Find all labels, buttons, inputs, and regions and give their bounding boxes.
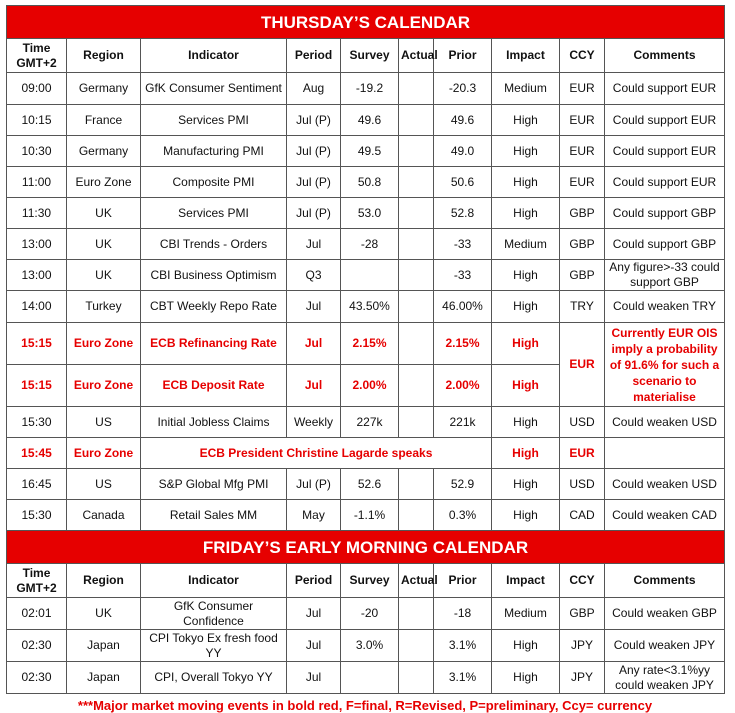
table-row [7,469,725,500]
indicator-cell: Manufacturing PMI [141,136,287,167]
table-row [7,323,725,365]
survey-cell: 3.0% [341,630,399,662]
table-row [7,198,725,229]
ccy-cell: EUR [560,323,605,407]
column-header: Time GMT+2 [7,564,67,598]
column-header: CCY [560,564,605,598]
time-cell: 15:15 [7,365,67,407]
table-row [7,291,725,323]
column-header: CCY [560,39,605,73]
ccy-cell: EUR [560,73,605,105]
indicator-cell: CBI Business Optimism [141,260,287,291]
indicator-cell: Services PMI [141,105,287,136]
period-cell: Jul [287,630,341,662]
period-cell: Jul [287,291,341,323]
indicator-cell: ECB Refinancing Rate [141,323,287,365]
comments-cell: Currently EUR OIS imply a probability of 91.6% for such a scenario to materialise [605,323,725,407]
table-row [7,630,725,662]
comments-cell: Could weaken GBP [605,598,725,630]
ccy-cell: TRY [560,291,605,323]
time-cell: 02:01 [7,598,67,630]
column-header: Actual [399,39,434,73]
prior-cell: 49.6 [434,105,492,136]
impact-cell: High [492,662,560,694]
header-row [7,39,725,73]
impact-cell: High [492,105,560,136]
indicator-cell: CBI Trends - Orders [141,229,287,260]
column-header: Indicator [141,39,287,73]
survey-cell: -28 [341,229,399,260]
ccy-cell: EUR [560,105,605,136]
survey-cell: 50.8 [341,167,399,198]
survey-cell: 43.50% [341,291,399,323]
prior-cell: 46.00% [434,291,492,323]
comments-cell: Could support EUR [605,73,725,105]
column-header: Survey [341,39,399,73]
indicator-cell: CPI Tokyo Ex fresh food YY [141,630,287,662]
actual-cell [399,598,434,630]
column-header: Period [287,564,341,598]
indicator-cell: ECB Deposit Rate [141,365,287,407]
indicator-cell: Initial Jobless Claims [141,407,287,438]
indicator-cell: GfK Consumer Sentiment [141,73,287,105]
prior-cell: 49.0 [434,136,492,167]
period-cell: Jul (P) [287,105,341,136]
prior-cell: -33 [434,229,492,260]
actual-cell [399,136,434,167]
ccy-cell: JPY [560,662,605,694]
survey-cell: 2.15% [341,323,399,365]
period-cell: May [287,500,341,531]
table-row [7,73,725,105]
region-cell: UK [67,260,141,291]
comments-cell: Could support EUR [605,105,725,136]
actual-cell [399,662,434,694]
comments-cell: Could support EUR [605,167,725,198]
comments-cell: Any figure>-33 could support GBP [605,260,725,291]
time-cell: 10:15 [7,105,67,136]
comments-cell: Any rate<3.1%yy could weaken JPY [605,662,725,694]
period-cell: Q3 [287,260,341,291]
period-cell: Jul [287,365,341,407]
time-cell: 15:30 [7,500,67,531]
ccy-cell: EUR [560,136,605,167]
ccy-cell: EUR [560,438,605,469]
table-row [7,136,725,167]
region-cell: Japan [67,630,141,662]
impact-cell: High [492,438,560,469]
prior-cell: 3.1% [434,662,492,694]
survey-cell: -19.2 [341,73,399,105]
ccy-cell: GBP [560,229,605,260]
prior-cell: 221k [434,407,492,438]
actual-cell [399,630,434,662]
indicator-cell: Composite PMI [141,167,287,198]
time-cell: 16:45 [7,469,67,500]
period-cell: Jul [287,598,341,630]
prior-cell: 52.8 [434,198,492,229]
thursday-title: THURSDAY’S CALENDAR [7,6,725,39]
survey-cell: 49.5 [341,136,399,167]
column-header: Region [67,564,141,598]
ccy-cell: GBP [560,198,605,229]
time-cell: 02:30 [7,662,67,694]
prior-cell: 50.6 [434,167,492,198]
actual-cell [399,260,434,291]
period-cell: Jul [287,229,341,260]
region-cell: Euro Zone [67,323,141,365]
time-cell: 13:00 [7,229,67,260]
survey-cell: 52.6 [341,469,399,500]
column-header: Prior [434,564,492,598]
prior-cell: 3.1% [434,630,492,662]
survey-cell: 49.6 [341,105,399,136]
table-row [7,662,725,694]
table-row [7,229,725,260]
survey-cell: 2.00% [341,365,399,407]
column-header: Time GMT+2 [7,39,67,73]
survey-cell: -20 [341,598,399,630]
column-header: Indicator [141,564,287,598]
period-cell: Jul [287,323,341,365]
event-cell: ECB President Christine Lagarde speaks [141,438,492,469]
actual-cell [399,323,434,365]
column-header: Period [287,39,341,73]
comments-cell: Could weaken JPY [605,630,725,662]
impact-cell: High [492,198,560,229]
column-header: Impact [492,39,560,73]
ccy-cell: GBP [560,260,605,291]
column-header: Prior [434,39,492,73]
impact-cell: High [492,630,560,662]
period-cell: Jul (P) [287,469,341,500]
region-cell: Euro Zone [67,167,141,198]
column-header: Comments [605,564,725,598]
prior-cell: 52.9 [434,469,492,500]
actual-cell [399,73,434,105]
actual-cell [399,469,434,500]
table-row [7,167,725,198]
time-cell: 02:30 [7,630,67,662]
actual-cell [399,500,434,531]
comments-cell: Could weaken USD [605,407,725,438]
actual-cell [399,167,434,198]
indicator-cell: S&P Global Mfg PMI [141,469,287,500]
actual-cell [399,105,434,136]
table-row [7,438,725,469]
period-cell: Jul (P) [287,167,341,198]
impact-cell: Medium [492,229,560,260]
prior-cell: -18 [434,598,492,630]
region-cell: UK [67,198,141,229]
impact-cell: High [492,407,560,438]
indicator-cell: Services PMI [141,198,287,229]
header-row [7,564,725,598]
footer-note: ***Major market moving events in bold red, F=final, R=Revised, P=preliminary, Ccy= currency [77,698,653,713]
actual-cell [399,198,434,229]
indicator-cell: CBT Weekly Repo Rate [141,291,287,323]
time-cell: 11:30 [7,198,67,229]
impact-cell: High [492,291,560,323]
column-header: Survey [341,564,399,598]
actual-cell [399,291,434,323]
impact-cell: High [492,136,560,167]
ccy-cell: USD [560,469,605,500]
region-cell: US [67,407,141,438]
ccy-cell: EUR [560,167,605,198]
ccy-cell: CAD [560,500,605,531]
impact-cell: Medium [492,598,560,630]
region-cell: Turkey [67,291,141,323]
time-cell: 11:00 [7,167,67,198]
actual-cell [399,229,434,260]
column-header: Actual [399,564,434,598]
survey-cell: -1.1% [341,500,399,531]
impact-cell: High [492,469,560,500]
period-cell: Weekly [287,407,341,438]
comments-cell: Could support GBP [605,229,725,260]
period-cell: Jul (P) [287,136,341,167]
period-cell: Jul (P) [287,198,341,229]
time-cell: 13:00 [7,260,67,291]
indicator-cell: CPI, Overall Tokyo YY [141,662,287,694]
table-row [7,407,725,438]
period-cell: Jul [287,662,341,694]
period-cell: Aug [287,73,341,105]
comments-cell: Could support EUR [605,136,725,167]
prior-cell: 2.00% [434,365,492,407]
ccy-cell: GBP [560,598,605,630]
time-cell: 10:30 [7,136,67,167]
impact-cell: Medium [492,73,560,105]
indicator-cell: GfK Consumer Confidence [141,598,287,630]
impact-cell: High [492,167,560,198]
impact-cell: High [492,365,560,407]
prior-cell: 0.3% [434,500,492,531]
comments-cell: Could weaken CAD [605,500,725,531]
prior-cell: 2.15% [434,323,492,365]
prior-cell: -20.3 [434,73,492,105]
actual-cell [399,365,434,407]
impact-cell: High [492,323,560,365]
region-cell: US [67,469,141,500]
comments-cell [605,438,725,469]
region-cell: Euro Zone [67,365,141,407]
time-cell: 14:00 [7,291,67,323]
time-cell: 15:15 [7,323,67,365]
prior-cell: -33 [434,260,492,291]
region-cell: Germany [67,73,141,105]
time-cell: 15:45 [7,438,67,469]
table-row [7,105,725,136]
comments-cell: Could support GBP [605,198,725,229]
region-cell: France [67,105,141,136]
table-row [7,500,725,531]
region-cell: Germany [67,136,141,167]
ccy-cell: USD [560,407,605,438]
time-cell: 09:00 [7,73,67,105]
region-cell: Euro Zone [67,438,141,469]
friday-title: FRIDAY’S EARLY MORNING CALENDAR [7,531,725,564]
region-cell: UK [67,229,141,260]
ccy-cell: JPY [560,630,605,662]
survey-cell: 227k [341,407,399,438]
impact-cell: High [492,260,560,291]
column-header: Region [67,39,141,73]
actual-cell [399,407,434,438]
column-header: Impact [492,564,560,598]
indicator-cell: Retail Sales MM [141,500,287,531]
survey-cell [341,662,399,694]
comments-cell: Could weaken USD [605,469,725,500]
calendar-container [6,5,724,713]
table-row [7,260,725,291]
table-row [7,598,725,630]
impact-cell: High [492,500,560,531]
column-header: Comments [605,39,725,73]
survey-cell: 53.0 [341,198,399,229]
time-cell: 15:30 [7,407,67,438]
region-cell: Japan [67,662,141,694]
region-cell: UK [67,598,141,630]
calendar-table [6,5,725,694]
survey-cell [341,260,399,291]
comments-cell: Could weaken TRY [605,291,725,323]
region-cell: Canada [67,500,141,531]
